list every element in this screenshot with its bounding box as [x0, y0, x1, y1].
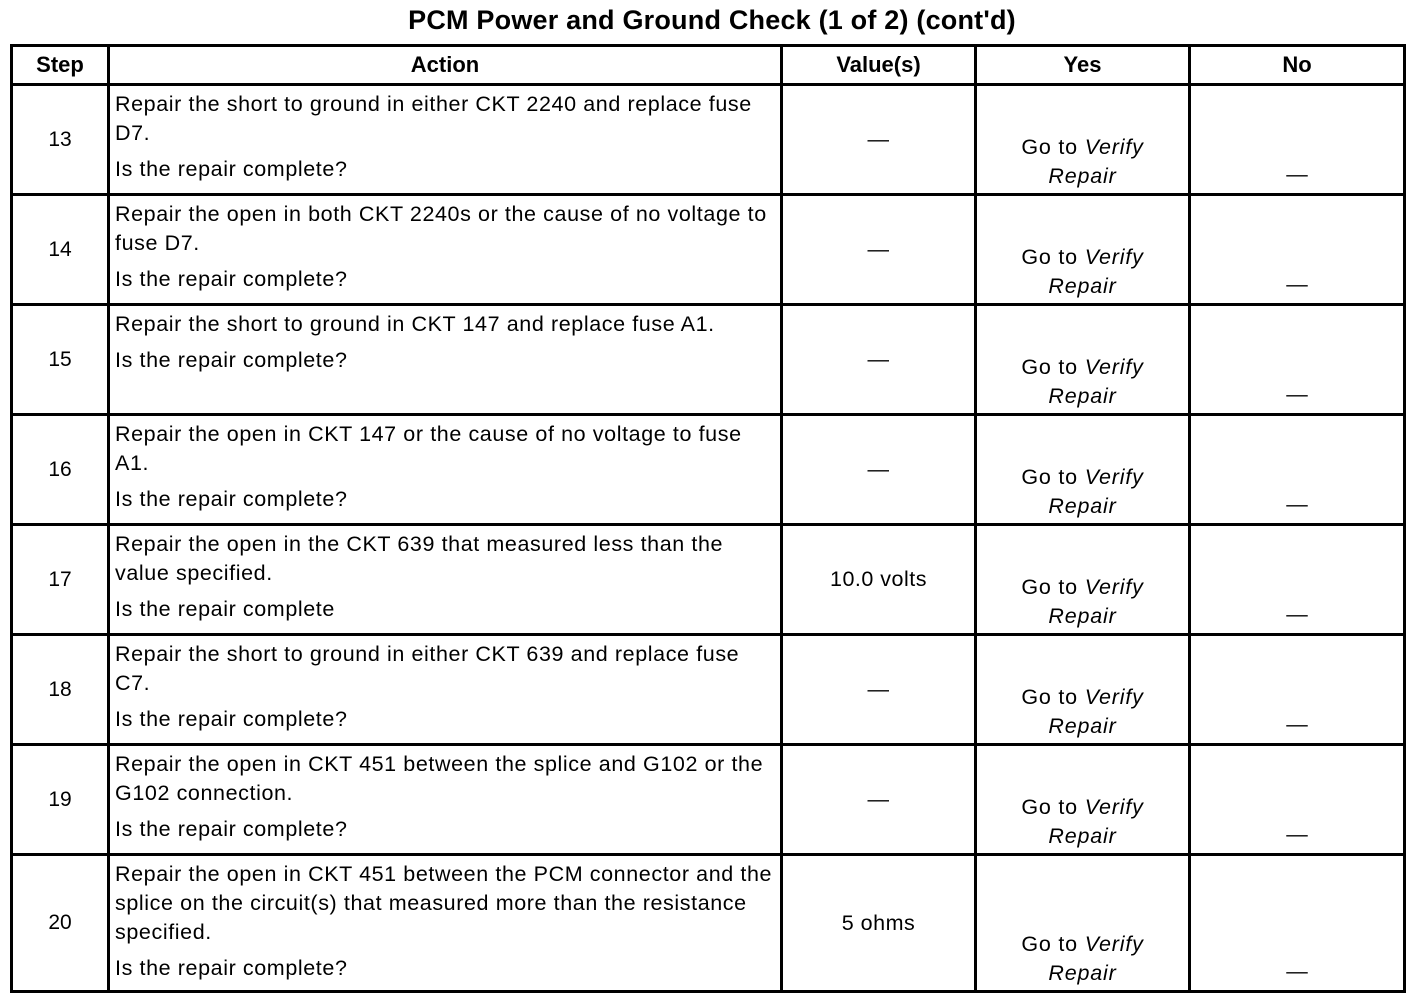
no-cell: —	[1190, 195, 1405, 305]
procedure-table	[10, 44, 1406, 993]
header-row	[12, 46, 1405, 85]
table-row	[12, 415, 1405, 525]
value-cell: —	[782, 85, 976, 195]
value-cell: 5 ohms	[782, 855, 976, 992]
yes-prefix: Go to	[1021, 932, 1078, 956]
action-question: Is the repair complete?	[115, 956, 348, 980]
action-cell	[109, 415, 782, 525]
action-cell	[109, 855, 782, 992]
table-row	[12, 855, 1405, 992]
yes-link-verify: Verify	[1084, 795, 1144, 819]
step-number: 19	[12, 745, 109, 855]
action-instruction: Repair the short to ground in either CKT 2240 and replace fuse D7.	[115, 92, 752, 145]
action-question: Is the repair complete?	[115, 707, 348, 731]
yes-prefix: Go to	[1021, 355, 1078, 379]
step-number: 18	[12, 635, 109, 745]
action-question: Is the repair complete?	[115, 817, 348, 841]
action-cell	[109, 305, 782, 415]
value-cell: —	[782, 195, 976, 305]
header-action: Action	[109, 46, 782, 85]
value-cell: —	[782, 745, 976, 855]
yes-link-verify: Verify	[1084, 465, 1144, 489]
yes-cell	[976, 525, 1190, 635]
yes-link-repair: Repair	[1048, 961, 1117, 985]
no-cell: —	[1190, 85, 1405, 195]
header-step: Step	[12, 46, 109, 85]
yes-link-repair: Repair	[1048, 164, 1117, 188]
table-row	[12, 525, 1405, 635]
action-question: Is the repair complete?	[115, 487, 348, 511]
yes-cell	[976, 85, 1190, 195]
value-cell: 10.0 volts	[782, 525, 976, 635]
action-question: Is the repair complete?	[115, 157, 348, 181]
yes-prefix: Go to	[1021, 685, 1078, 709]
value-cell: —	[782, 415, 976, 525]
yes-link-repair: Repair	[1048, 604, 1117, 628]
yes-prefix: Go to	[1021, 465, 1078, 489]
yes-link-repair: Repair	[1048, 274, 1117, 298]
value-cell: —	[782, 635, 976, 745]
step-number: 14	[12, 195, 109, 305]
yes-link-repair: Repair	[1048, 824, 1117, 848]
yes-prefix: Go to	[1021, 245, 1078, 269]
yes-link-verify: Verify	[1084, 685, 1144, 709]
action-cell	[109, 635, 782, 745]
action-question: Is the repair complete	[115, 597, 335, 621]
no-cell: —	[1190, 635, 1405, 745]
header-values: Value(s)	[782, 46, 976, 85]
action-instruction: Repair the open in the CKT 639 that measured less than the value specified.	[115, 532, 724, 585]
action-cell	[109, 85, 782, 195]
yes-link-verify: Verify	[1084, 355, 1144, 379]
yes-cell	[976, 305, 1190, 415]
yes-prefix: Go to	[1021, 795, 1078, 819]
value-cell: —	[782, 305, 976, 415]
yes-link-repair: Repair	[1048, 384, 1117, 408]
yes-prefix: Go to	[1021, 575, 1078, 599]
action-instruction: Repair the open in both CKT 2240s or the cause of no voltage to fuse D7.	[115, 202, 767, 255]
no-cell: —	[1190, 855, 1405, 992]
action-instruction: Repair the open in CKT 451 between the splice and G102 or the G102 connection.	[115, 752, 764, 805]
action-instruction: Repair the short to ground in either CKT 639 and replace fuse C7.	[115, 642, 740, 695]
step-number: 20	[12, 855, 109, 992]
step-number: 13	[12, 85, 109, 195]
header-no: No	[1190, 46, 1405, 85]
header-yes: Yes	[976, 46, 1190, 85]
yes-link-verify: Verify	[1084, 575, 1144, 599]
table-row	[12, 635, 1405, 745]
table-row	[12, 195, 1405, 305]
table-row	[12, 85, 1405, 195]
yes-link-verify: Verify	[1084, 245, 1144, 269]
step-number: 15	[12, 305, 109, 415]
yes-cell	[976, 415, 1190, 525]
action-question: Is the repair complete?	[115, 267, 348, 291]
step-number: 17	[12, 525, 109, 635]
yes-link-repair: Repair	[1048, 494, 1117, 518]
table-row	[12, 745, 1405, 855]
action-instruction: Repair the open in CKT 147 or the cause of no voltage to fuse A1.	[115, 422, 742, 475]
no-cell: —	[1190, 415, 1405, 525]
step-number: 16	[12, 415, 109, 525]
action-cell	[109, 525, 782, 635]
no-cell: —	[1190, 305, 1405, 415]
table-row	[12, 305, 1405, 415]
no-cell: —	[1190, 525, 1405, 635]
yes-link-verify: Verify	[1084, 932, 1144, 956]
yes-cell	[976, 635, 1190, 745]
page-title: PCM Power and Ground Check (1 of 2) (cont'd)	[408, 5, 1016, 35]
yes-cell	[976, 195, 1190, 305]
yes-link-verify: Verify	[1084, 135, 1144, 159]
action-instruction: Repair the short to ground in CKT 147 and replace fuse A1.	[115, 312, 715, 336]
yes-cell	[976, 855, 1190, 992]
action-cell	[109, 195, 782, 305]
no-cell: —	[1190, 745, 1405, 855]
action-question: Is the repair complete?	[115, 348, 348, 372]
yes-prefix: Go to	[1021, 135, 1078, 159]
action-cell	[109, 745, 782, 855]
yes-link-repair: Repair	[1048, 714, 1117, 738]
yes-cell	[976, 745, 1190, 855]
action-instruction: Repair the open in CKT 451 between the PCM connector and the splice on the circuit(s) that measured more than the resistance specified.	[115, 862, 773, 944]
